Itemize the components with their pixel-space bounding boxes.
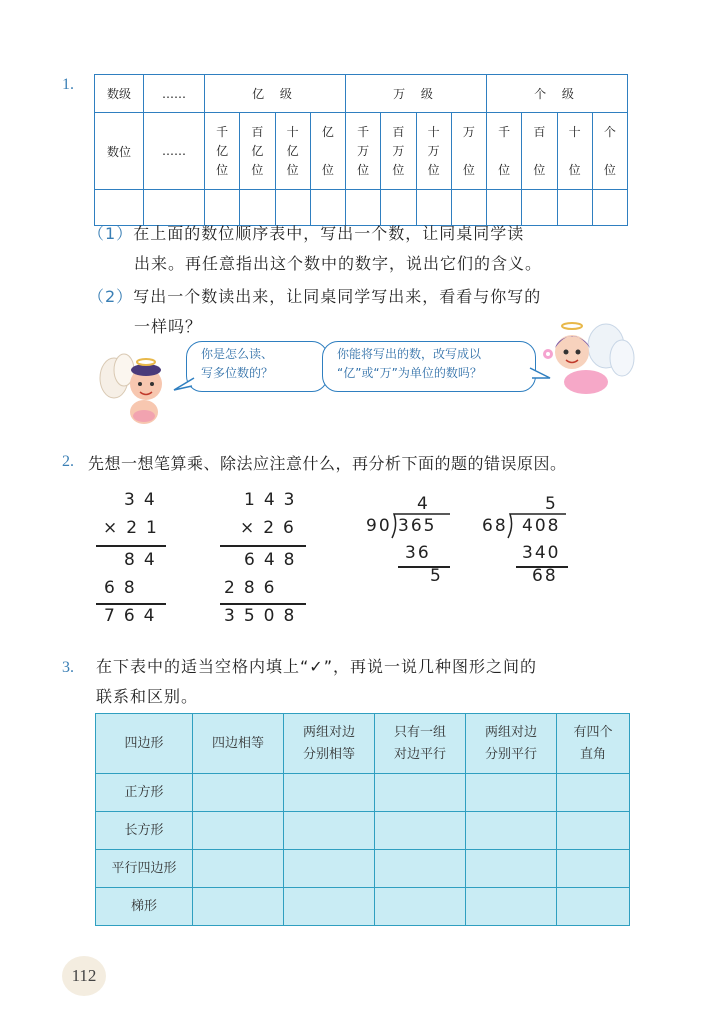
- row-label-parallelogram: 平行四边形: [96, 850, 193, 888]
- question-3-line1: 在下表中的适当空格内填上“✓”，再说一说几种图形之间的: [96, 657, 537, 676]
- place-label: 十亿位: [286, 124, 299, 177]
- row-label-rectangle: 长方形: [96, 812, 193, 850]
- place-label: 千位: [498, 125, 511, 177]
- blank-cell[interactable]: [592, 190, 627, 226]
- sub-question-1-line1: 在上面的数位顺序表中，写出一个数，让同桌同学读: [133, 224, 525, 243]
- blank-cell[interactable]: [557, 190, 592, 226]
- calc2-partial1: 648: [244, 550, 304, 570]
- header-one-pair-parallel-label: 只有一组对边平行: [393, 724, 446, 762]
- place-label: 亿位: [321, 125, 334, 177]
- div2-remainder: 68: [532, 566, 558, 586]
- header-four-right-angles-label: 有四个直角: [573, 724, 613, 762]
- sub-question-2-number: （2）: [88, 287, 134, 306]
- calc1-multiplier: ×21: [103, 518, 166, 538]
- header-yi-level: 亿 级: [205, 75, 346, 113]
- div2-dividend: 408: [522, 516, 561, 536]
- row-label-shuwei: 数位: [95, 113, 144, 190]
- check-cell[interactable]: [375, 812, 466, 850]
- speech-bubble-right: [322, 341, 536, 392]
- place-cell: [487, 113, 522, 190]
- header-one-pair-parallel: [375, 714, 466, 774]
- div2-divisor: 68: [482, 516, 508, 536]
- div1-dividend: 365: [398, 516, 437, 536]
- row-label-trapezoid: 梯形: [96, 888, 193, 926]
- place-cell: [346, 113, 381, 190]
- check-cell[interactable]: [284, 812, 375, 850]
- bubble-left-tail: [172, 376, 196, 392]
- header-sibianxing: 四边形: [96, 714, 193, 774]
- div1-divisor: 90: [366, 516, 392, 536]
- header-two-pairs-equal: [284, 714, 375, 774]
- bubble-right-line2: “亿”或“万”为单位的数吗？: [337, 366, 482, 380]
- sub-question-2-line1: 写出一个数读出来，让同桌同学写出来，看看与你写的: [133, 287, 542, 306]
- sub-question-1-line2: 出来。再任意指出这个数中的数字，说出它们的含义。: [134, 254, 543, 273]
- check-cell[interactable]: [284, 888, 375, 926]
- check-cell[interactable]: [557, 812, 630, 850]
- question-3-line2: 联系和区别。: [96, 687, 199, 706]
- calc2-line2: [220, 603, 306, 605]
- sub-question-1-number: （1）: [88, 224, 134, 243]
- header-ellipsis: ……: [144, 75, 205, 113]
- place-cell: [240, 113, 275, 190]
- check-cell[interactable]: [284, 850, 375, 888]
- place-label: 百亿位: [251, 124, 264, 177]
- place-value-table: [94, 74, 628, 226]
- bubble-right-line1: 你能将写出的数，改写成以: [337, 347, 482, 361]
- header-two-pairs-parallel: [466, 714, 557, 774]
- place-label: 千万位: [357, 124, 370, 177]
- calc2-result: 3508: [224, 606, 304, 626]
- place-cell: [205, 113, 240, 190]
- place-cell: [522, 113, 557, 190]
- speech-bubble-left: [186, 341, 328, 392]
- check-cell[interactable]: [466, 850, 557, 888]
- header-wan-level: 万 级: [346, 75, 487, 113]
- check-cell[interactable]: [193, 774, 284, 812]
- calc1-multiplicand: 34: [124, 490, 164, 510]
- place-label: 万位: [462, 125, 475, 177]
- place-label: 百万位: [392, 124, 405, 177]
- place-cell: [592, 113, 627, 190]
- div1-remainder: 5: [430, 566, 443, 586]
- sub-question-1: [88, 219, 542, 279]
- place-cell: [381, 113, 416, 190]
- calc1-result: 764: [104, 606, 164, 626]
- calc2-partial2: 286: [224, 578, 284, 598]
- fairy-girl-illustration: [536, 320, 636, 400]
- shape-properties-table: [95, 713, 630, 926]
- calc2-line1: [220, 545, 306, 547]
- header-two-pairs-parallel-label: 两组对边分别平行: [484, 724, 537, 762]
- check-cell[interactable]: [557, 774, 630, 812]
- question-2-number: 2.: [62, 453, 74, 470]
- question-1-number: 1.: [62, 76, 74, 93]
- check-cell[interactable]: [466, 774, 557, 812]
- bubble-left-line1: 你是怎么读、: [201, 347, 274, 361]
- header-shuji: 数级: [95, 75, 144, 113]
- header-four-right-angles: [557, 714, 630, 774]
- angel-boy-illustration: [96, 348, 172, 428]
- question-3-number: 3.: [62, 659, 74, 676]
- place-cell: [310, 113, 345, 190]
- header-two-pairs-equal-label: 两组对边分别相等: [302, 724, 355, 762]
- div2-quotient: 5: [545, 494, 558, 514]
- calc1-line1: [96, 545, 166, 547]
- check-cell[interactable]: [193, 812, 284, 850]
- header-four-sides-equal: 四边相等: [193, 714, 284, 774]
- check-cell[interactable]: [193, 888, 284, 926]
- calc2-multiplicand: 143: [244, 490, 304, 510]
- check-cell[interactable]: [375, 774, 466, 812]
- check-cell[interactable]: [466, 812, 557, 850]
- place-label: 十位: [568, 125, 581, 177]
- place-cell: [275, 113, 310, 190]
- check-cell[interactable]: [284, 774, 375, 812]
- div1-product: 36: [405, 543, 431, 563]
- row-label-square: 正方形: [96, 774, 193, 812]
- place-cell: [557, 113, 592, 190]
- question-3-text: [96, 652, 537, 712]
- sub-question-2-line2: 一样吗？: [134, 317, 203, 336]
- check-cell[interactable]: [466, 888, 557, 926]
- calc1-partial1: 84: [124, 550, 164, 570]
- check-cell[interactable]: [193, 850, 284, 888]
- div2-product: 340: [522, 543, 561, 563]
- calc1-line2: [96, 603, 166, 605]
- row-ellipsis: ……: [144, 113, 205, 190]
- place-label: 十万位: [427, 124, 440, 177]
- question-2-text: 先想一想笔算乘、除法应注意什么，再分析下面的题的错误原因。: [88, 454, 567, 473]
- place-cell: [451, 113, 486, 190]
- check-cell[interactable]: [557, 888, 630, 926]
- check-cell[interactable]: [557, 850, 630, 888]
- place-cell: [416, 113, 451, 190]
- bubble-left-line2: 写多位数的？: [201, 366, 274, 380]
- calc2-multiplier: ×26: [240, 518, 303, 538]
- place-label: 个位: [603, 125, 616, 177]
- header-ge-level: 个 级: [487, 75, 628, 113]
- place-label: 百位: [533, 125, 546, 177]
- check-cell[interactable]: [375, 888, 466, 926]
- page-number: 112: [62, 956, 106, 996]
- place-label: 千亿位: [216, 124, 229, 177]
- div1-quotient: 4: [417, 494, 430, 514]
- sub-question-2: [88, 282, 541, 342]
- check-cell[interactable]: [375, 850, 466, 888]
- calc1-partial2: 68: [104, 578, 144, 598]
